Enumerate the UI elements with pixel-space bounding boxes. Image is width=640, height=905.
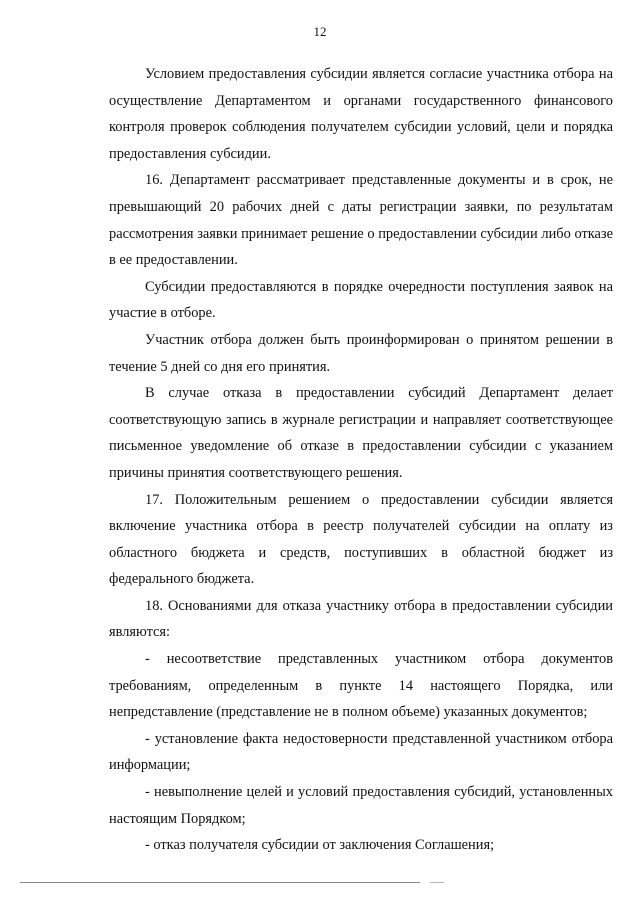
paragraph: Условием предоставления субсидии является согласие участника отбора на осуществление Департаментом и органами государственного финансового контроля проверок соблюдения получателем субсидии условий, цели и порядка предоставления субсидии. bbox=[109, 66, 613, 162]
list-item: - установление факта недостоверности представленной участником отбора информации; bbox=[109, 730, 613, 774]
paragraph: 16. Департамент рассматривает представленные документы и в срок, не превышающий 20 рабочих дней с даты регистрации заявки, по результатам рассмотрения заявки принимает решение о предоставлении субсидии либо отказе в ее предоставлении. bbox=[109, 172, 613, 269]
paragraph: В случае отказа в предоставлении субсидий Департамент делает соответствующую запись в журнале регистрации и направляет соответствующее письменное уведомление об отказе в предоставлении субсидии с указанием причины принятия соответствующего решения. bbox=[109, 385, 613, 481]
paragraph: 18. Основаниями для отказа участнику отбора в предоставлении субсидии являются: bbox=[109, 597, 613, 641]
list-item: - отказ получателя субсидии от заключения Соглашения; bbox=[145, 837, 495, 854]
bottom-divider bbox=[20, 882, 420, 883]
bottom-divider-fragment bbox=[430, 882, 444, 883]
paragraph: Субсидии предоставляются в порядке очередности поступления заявок на участие в отборе. bbox=[109, 278, 613, 322]
page-number: 12 bbox=[313, 24, 327, 39]
paragraph: Участник отбора должен быть проинформирован о принятом решении в течение 5 дней со дня его принятия. bbox=[109, 331, 613, 375]
list-item: - несоответствие представленных участником отбора документов требованиям, определенным в пункте 14 настоящего Порядка, или непредставление (представление не в полном объеме) указанных документов; bbox=[109, 651, 613, 721]
document-body bbox=[109, 61, 613, 859]
list-item: - невыполнение целей и условий предоставления субсидий, установленных настоящим Порядком; bbox=[109, 784, 613, 827]
paragraph: 17. Положительным решением о предоставлении субсидии является включение участника отбора в реестр получателей субсидии на оплату из областного бюджета и средств, поступивших в областной бюджет из федерального бюджета. bbox=[109, 491, 613, 588]
